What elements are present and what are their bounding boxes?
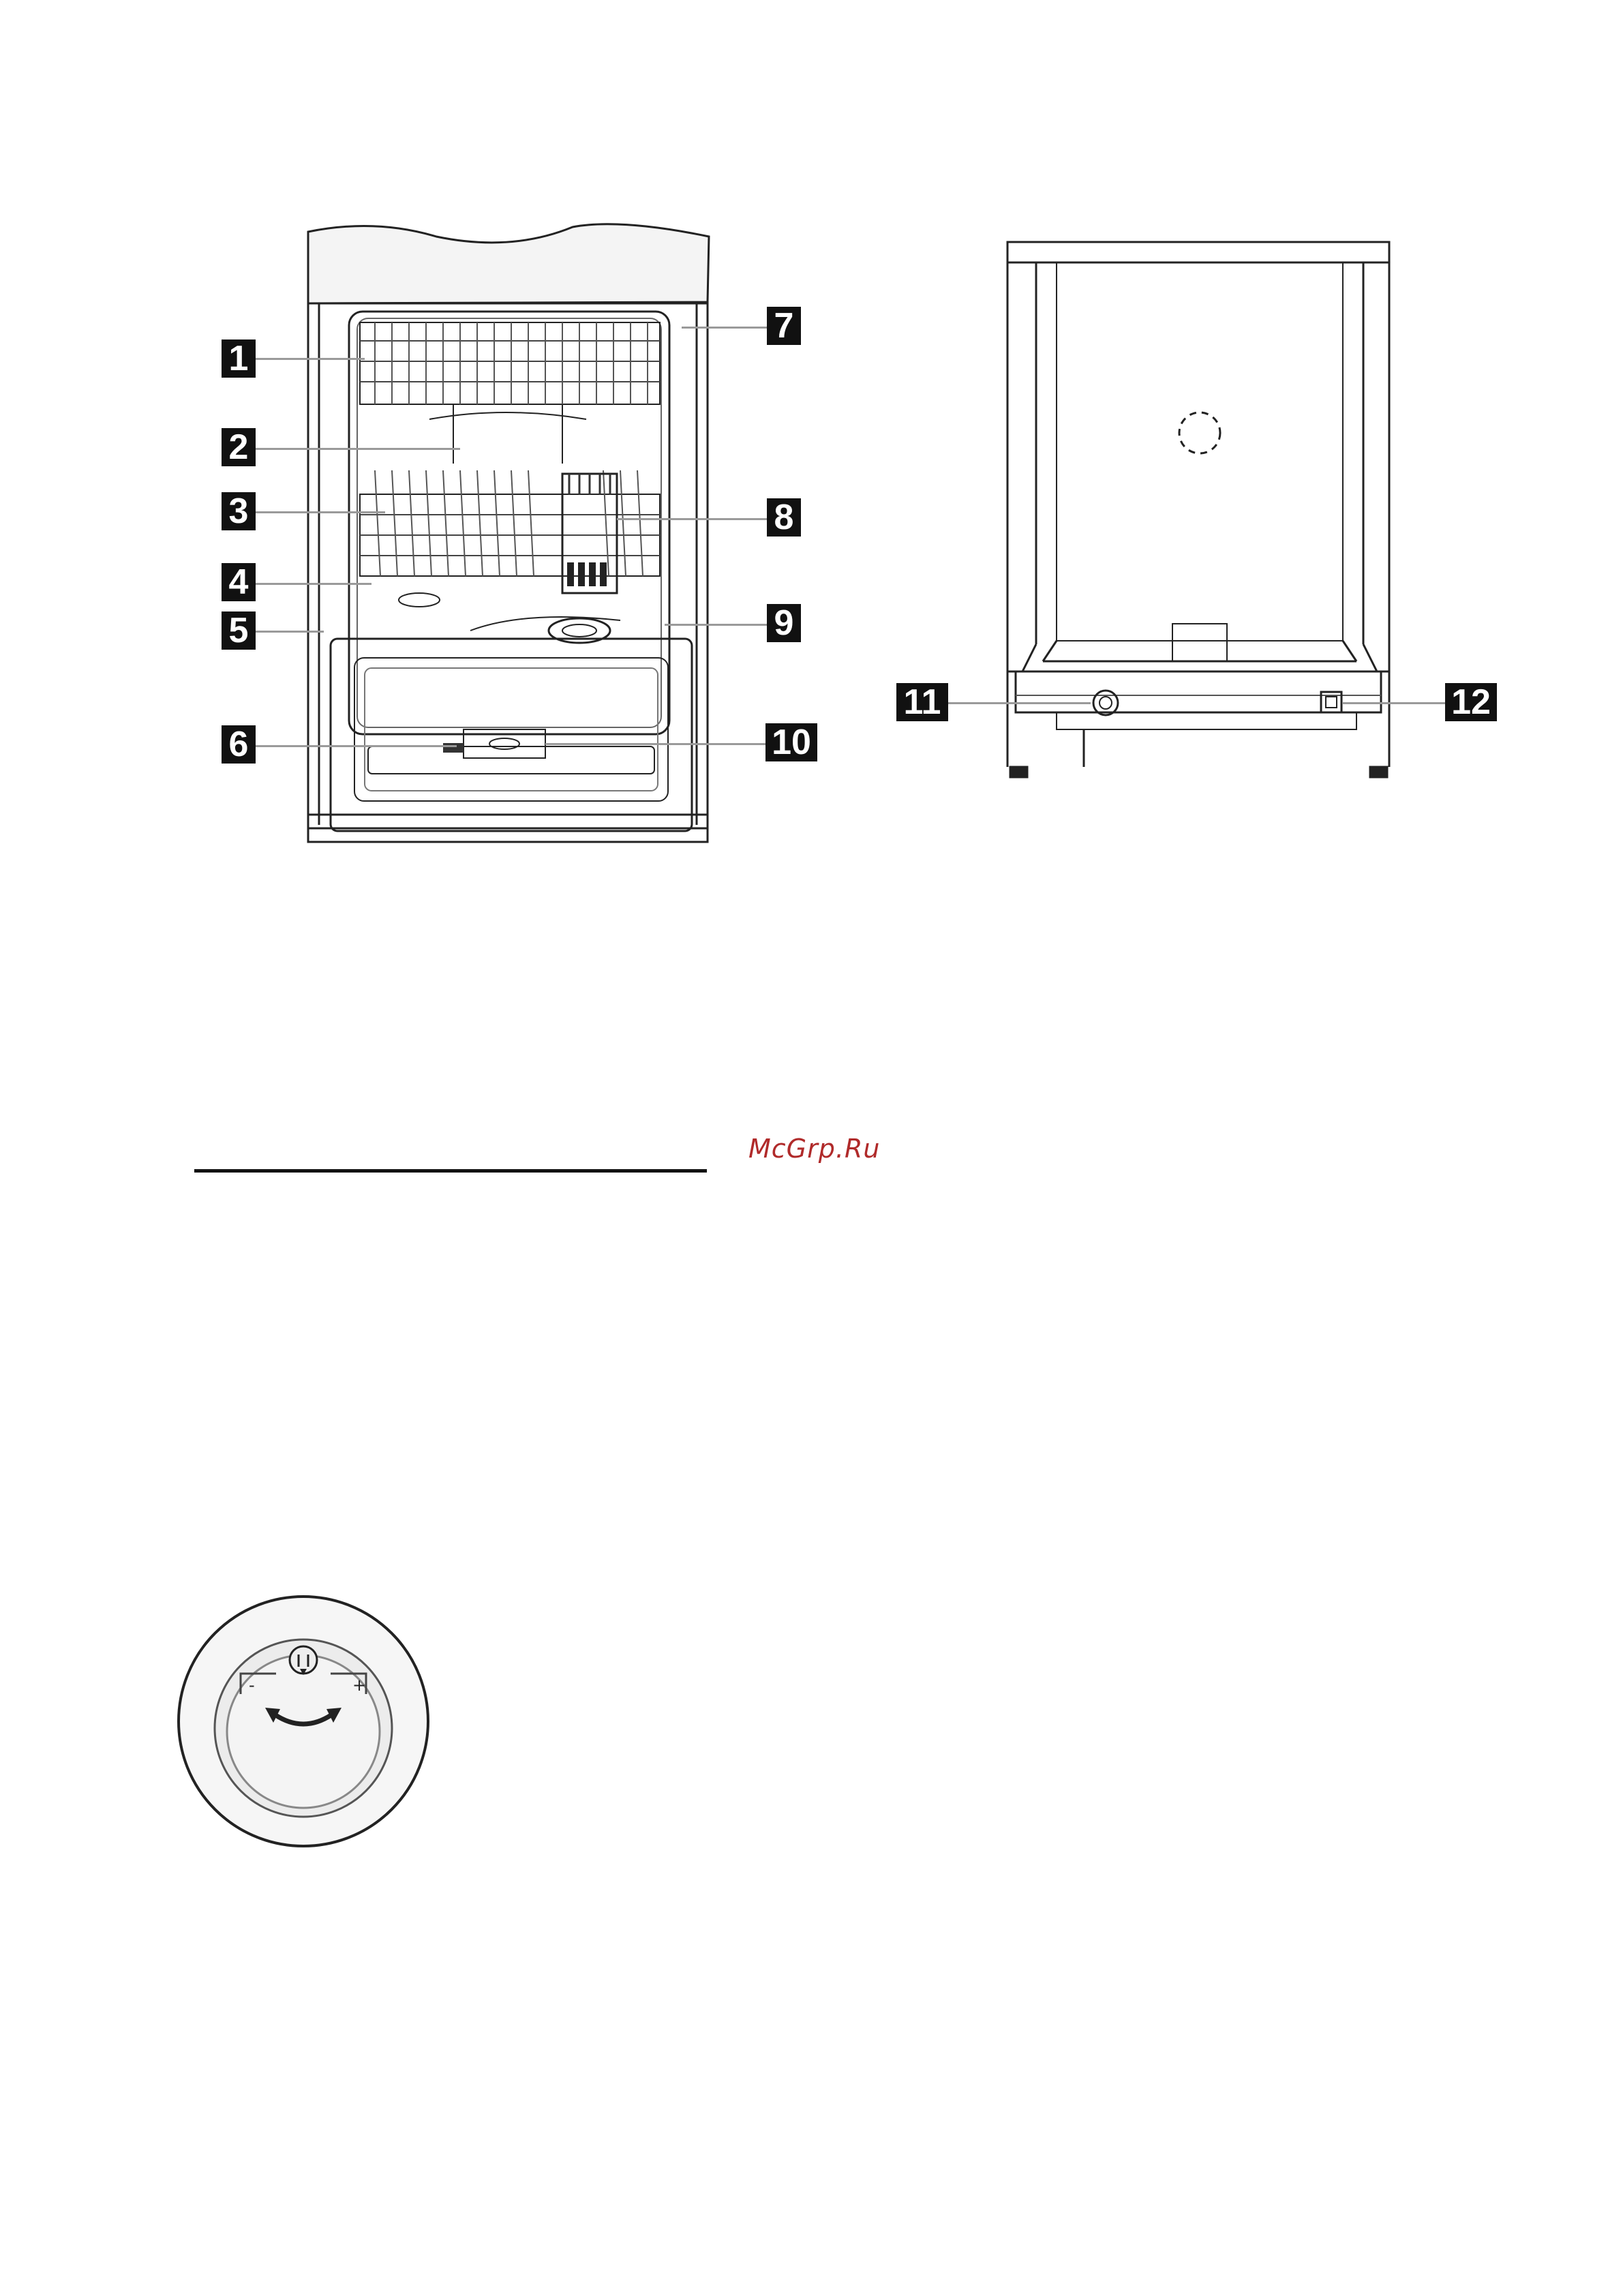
callout-9: 9	[767, 604, 801, 642]
dial-plus-label: +	[352, 1676, 367, 1695]
callout-7: 7	[767, 307, 801, 345]
callout-10: 10	[765, 723, 817, 761]
callout-6: 6	[222, 725, 256, 764]
leader-line-5	[256, 631, 324, 633]
callout-4: 4	[222, 563, 256, 601]
callout-11: 11	[896, 683, 948, 721]
leader-line-7	[682, 327, 767, 329]
leader-line-8	[617, 518, 767, 520]
callout-5: 5	[222, 611, 256, 650]
rear-view-diagram	[1002, 235, 1411, 781]
leader-line-1	[256, 358, 365, 360]
watermark: McGrp.Ru	[748, 1134, 881, 1164]
callout-8: 8	[767, 498, 801, 537]
leader-line-2	[256, 448, 460, 450]
leader-line-10	[545, 743, 767, 745]
callout-3: 3	[222, 492, 256, 530]
callout-12: 12	[1445, 683, 1497, 721]
section-rule	[194, 1169, 707, 1173]
leader-line-12	[1343, 702, 1445, 704]
leader-line-3	[256, 511, 385, 513]
leader-line-11	[947, 702, 1091, 704]
callout-1: 1	[222, 339, 256, 378]
dial-minus-label: -	[249, 1676, 255, 1695]
adjustment-dial	[174, 1592, 440, 1858]
front-view-diagram	[300, 222, 723, 852]
leader-line-6	[256, 745, 457, 747]
callout-2: 2	[222, 428, 256, 466]
leader-line-4	[256, 583, 371, 585]
leader-line-9	[665, 624, 767, 626]
